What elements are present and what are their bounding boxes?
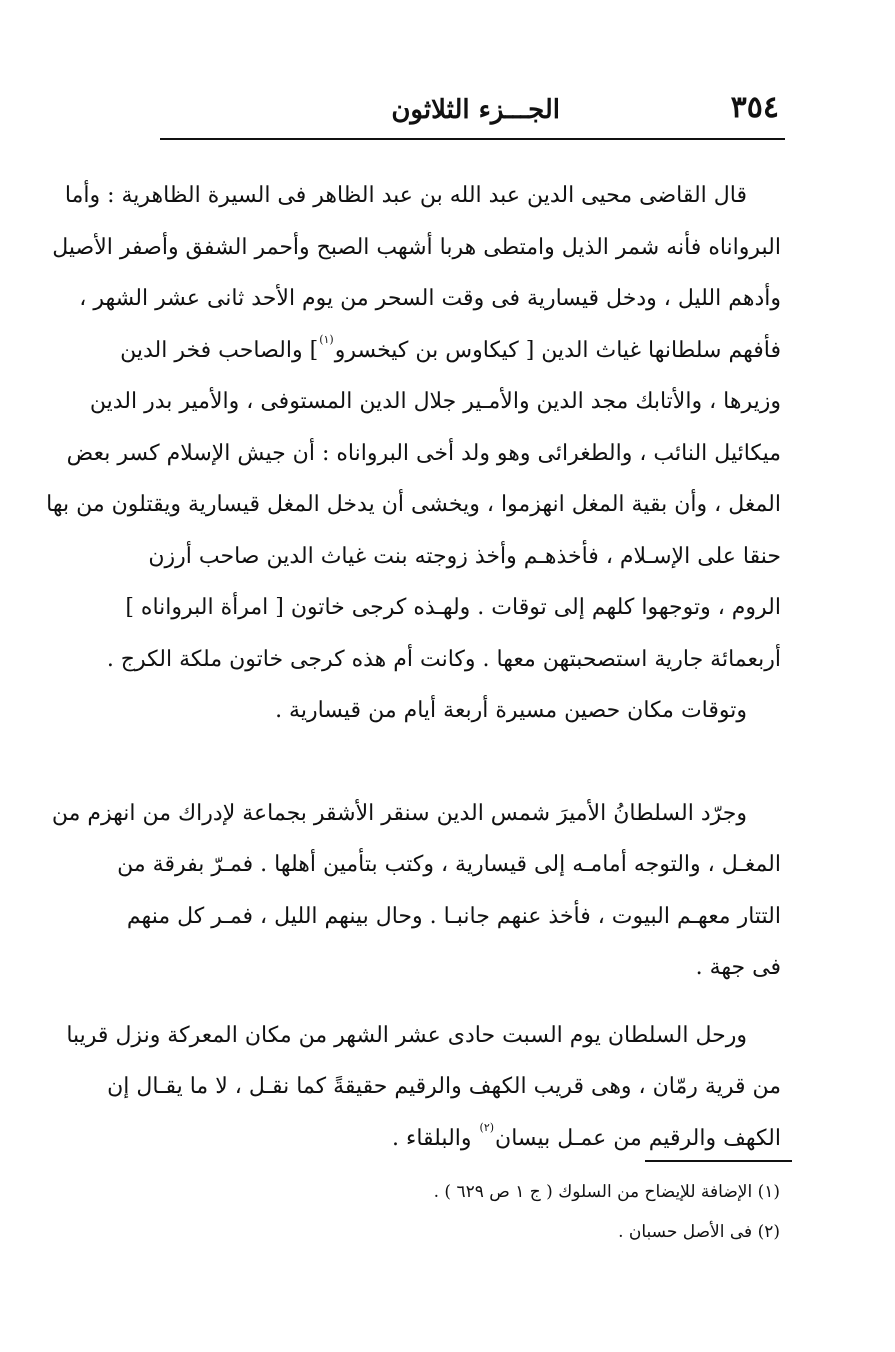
body-text — [46, 170, 781, 1164]
text-line: ميكائيل النائب ، والطغرائى وهو ولد أخى البرواناه : أن جيش الإسلام كسر بعض — [66, 440, 781, 466]
paragraph-1 — [46, 170, 781, 737]
footnote-marker: (١) — [319, 332, 334, 346]
text-line: وتوقات مكان حصين مسيرة أربعة أيام من قيسارية . — [275, 698, 747, 723]
text-line: وجرّد السلطانُ الأميرَ شمس الدين سنقر الأشقر بجماعة لإدراك من انهزم من — [51, 800, 747, 826]
text-line-rest: الصاحب فخر الدين — [120, 337, 292, 363]
text-line-prefix: فأفهم سلطانها غياث الدين [ كيكاوس بن كيخسرو — [334, 337, 781, 363]
text-line: فى جهة . — [695, 955, 781, 980]
text-line-suffix: والبلقاء . — [391, 1125, 479, 1151]
footnote-marker: (٢) — [479, 1120, 495, 1134]
footnote-2: (٢) فى الأصل حسبان . — [618, 1222, 780, 1242]
paragraph-3 — [66, 1010, 781, 1165]
text-line: أربعمائة جارية استصحبتهن معها . وكانت أم هذه كرجى خاتون ملكة الكرج . — [106, 646, 781, 672]
text-line-with-note — [120, 325, 781, 377]
text-line-with-note — [166, 1113, 781, 1165]
text-line-prefix: الكهف والرقيم من عمـل بيسان — [495, 1125, 781, 1151]
text-line: من قرية رمّان ، وهى قريب الكهف والرقيم حقيقةً كما نقـل ، لا ما يقـال إن — [107, 1074, 781, 1099]
footnote-1: (١) الإضافة للإيضاح من السلوك ( ج ١ ص ٦٢٩ ) . — [433, 1182, 780, 1202]
footnotes — [300, 1172, 780, 1252]
text-line-suffix: ] و — [291, 337, 319, 363]
paragraph-2 — [51, 788, 781, 994]
footnote-rule — [645, 1160, 792, 1162]
running-title: الجـــزء الثلاثون — [391, 95, 560, 125]
text-line: وزيرها ، والأتابك مجد الدين والأمـير جلال الدين المستوفى ، والأمير بدر الدين — [89, 389, 781, 414]
text-line: المغل ، وأن بقية المغل انهزموا ، ويخشى أن يدخل المغل قيسارية ويقتلون من بها — [46, 492, 781, 517]
text-line: وأدهم الليل ، ودخل قيسارية فى وقت السحر من يوم الأحد ثانى عشر الشهر ، — [79, 286, 781, 311]
text-line: قال القاضى محيى الدين عبد الله بن عبد الظاهر فى السيرة الظاهرية : وأما — [64, 183, 747, 208]
text-line: ورحل السلطان يوم السبت حادى عشر الشهر من مكان المعركة ونزل قريبا — [66, 1022, 747, 1048]
text-line: التتار معهـم البيوت ، فأخذ عنهم جانبـا . وحال بينهم الليل ، فمـر كل منهم — [126, 903, 781, 929]
text-line: الروم ، وتوجهوا كلهم إلى توقات . ولهـذه كرجى خاتون [ امرأة البرواناه ] — [125, 595, 781, 620]
page-number: ٣٥٤ — [730, 90, 779, 125]
text-line: البرواناه فأنه شمر الذيل وامتطى هربا أشهب الصبح وأحمر الشفق وأصفر الأصيل — [52, 234, 781, 260]
page-header — [160, 86, 785, 132]
text-line: المغـل ، والتوجه أمامـه إلى قيسارية ، وكتب بتأمين أهلها . فمـرّ بفرقة من — [117, 852, 781, 877]
header-rule — [160, 138, 785, 140]
text-line: حنقا على الإسـلام ، فأخذهـم وأخذ زوجته بنت غياث الدين صاحب أرزن — [148, 543, 781, 569]
